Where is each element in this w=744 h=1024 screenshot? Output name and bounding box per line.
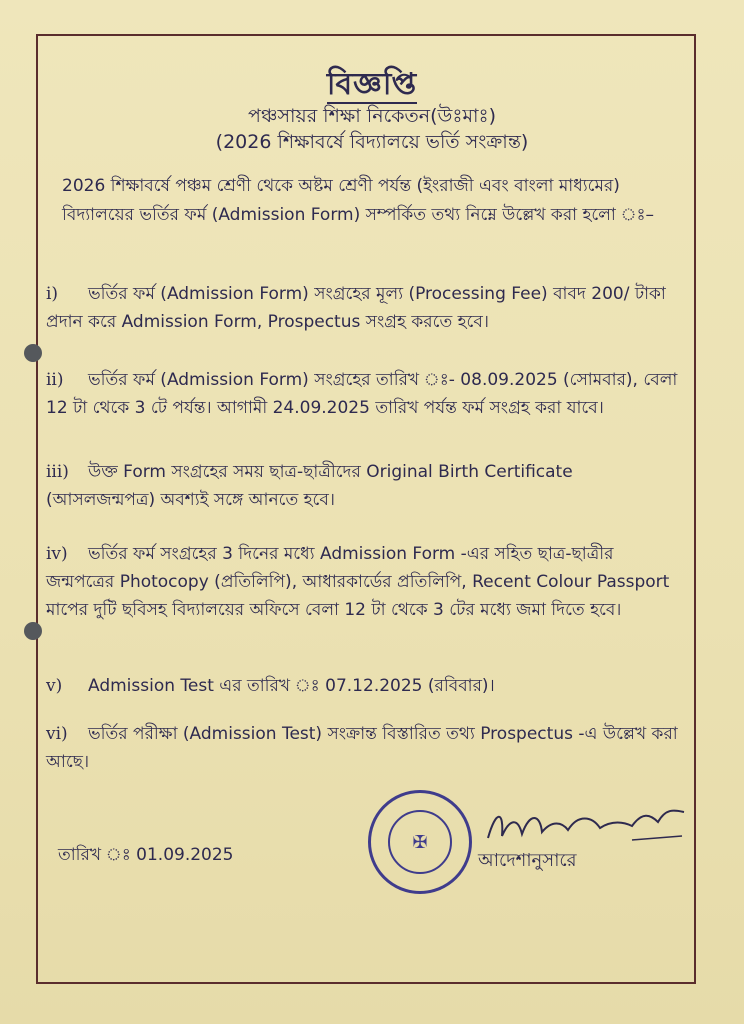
- signature-icon: [482, 800, 692, 850]
- item-text: Admission Test এর তারিখ ঃ 07.12.2025 (রবিবার)।: [88, 676, 495, 696]
- list-item: [46, 540, 686, 624]
- punch-hole-icon: [24, 344, 42, 362]
- item-number: iv): [46, 544, 68, 564]
- punch-hole-icon: [24, 622, 42, 640]
- list-item: [46, 366, 686, 422]
- item-text: উক্ত Form সংগ্রহের সময় ছাত্র-ছাত্রীদের Original Birth Certificate (আসলজন্মপত্র) অবশ্যই সঙ্গে আনতে হবে।: [46, 462, 573, 510]
- item-text: ভর্তির ফর্ম (Admission Form) সংগ্রহের মূল্য (Processing Fee) বাবদ 200/ টাকা প্রদান করে Admission Form, Prospectus সংগ্রহ করতে হবে।: [46, 284, 666, 332]
- list-item: [46, 672, 686, 700]
- item-text: ভর্তির ফর্ম সংগ্রহের 3 দিনের মধ্যে Admission Form -এর সহিত ছাত্র-ছাত্রীর জন্মপত্রের Photocopy (প্রতিলিপি), আধারকার্ডের প্রতিলিপি, Recent Colour Passport মাপের দুটি ছবিসহ বিদ্যালয়ের অফিসে বেলা 12 টা থেকে 3 টের মধ্যে জমা দিতে হবে।: [46, 544, 670, 620]
- item-number: i): [46, 284, 59, 304]
- item-number: v): [46, 676, 63, 696]
- notice-date: তারিখ ঃ 01.09.2025: [58, 845, 234, 865]
- school-seal-icon: ✠: [368, 790, 472, 894]
- list-item: [46, 720, 686, 776]
- by-order-text: আদেশানুসারে: [478, 850, 577, 871]
- school-name: পঞ্চসায়র শিক্ষা নিকেতন(উঃমাঃ): [247, 105, 497, 127]
- list-item: [46, 458, 686, 514]
- intro-paragraph: 2026 শিক্ষাবর্ষে পঞ্চম শ্রেণী থেকে অষ্টম শ্রেণী পর্যন্ত (ইংরাজী এবং বাংলা মাধ্যমের) বিদ্যালয়ের ভর্তির ফর্ম (Admission Form) সম্পর্কিত তথ্য নিম্নে উল্লেখ করা হলো ঃ–: [62, 176, 655, 225]
- item-text: ভর্তির ফর্ম (Admission Form) সংগ্রহের তারিখ ঃ- 08.09.2025 (সোমবার), বেলা 12 টা থেকে 3 টে পর্যন্ত। আগামী 24.09.2025 তারিখ পর্যন্ত ফর্ম সংগ্রহ করা যাবে।: [46, 370, 678, 418]
- item-text: ভর্তির পরীক্ষা (Admission Test) সংক্রান্ত বিস্তারিত তথ্য Prospectus -এ উল্লেখ করা আছে।: [46, 724, 678, 772]
- notice-title: বিজ্ঞপ্তি: [326, 67, 418, 102]
- list-item: [46, 280, 686, 336]
- notice-subtitle: (2026 শিক্ষাবর্ষে বিদ্যালয়ে ভর্তি সংক্রান্ত): [215, 131, 529, 153]
- item-number: vi): [46, 724, 68, 744]
- item-number: ii): [46, 370, 64, 390]
- item-number: iii): [46, 462, 69, 482]
